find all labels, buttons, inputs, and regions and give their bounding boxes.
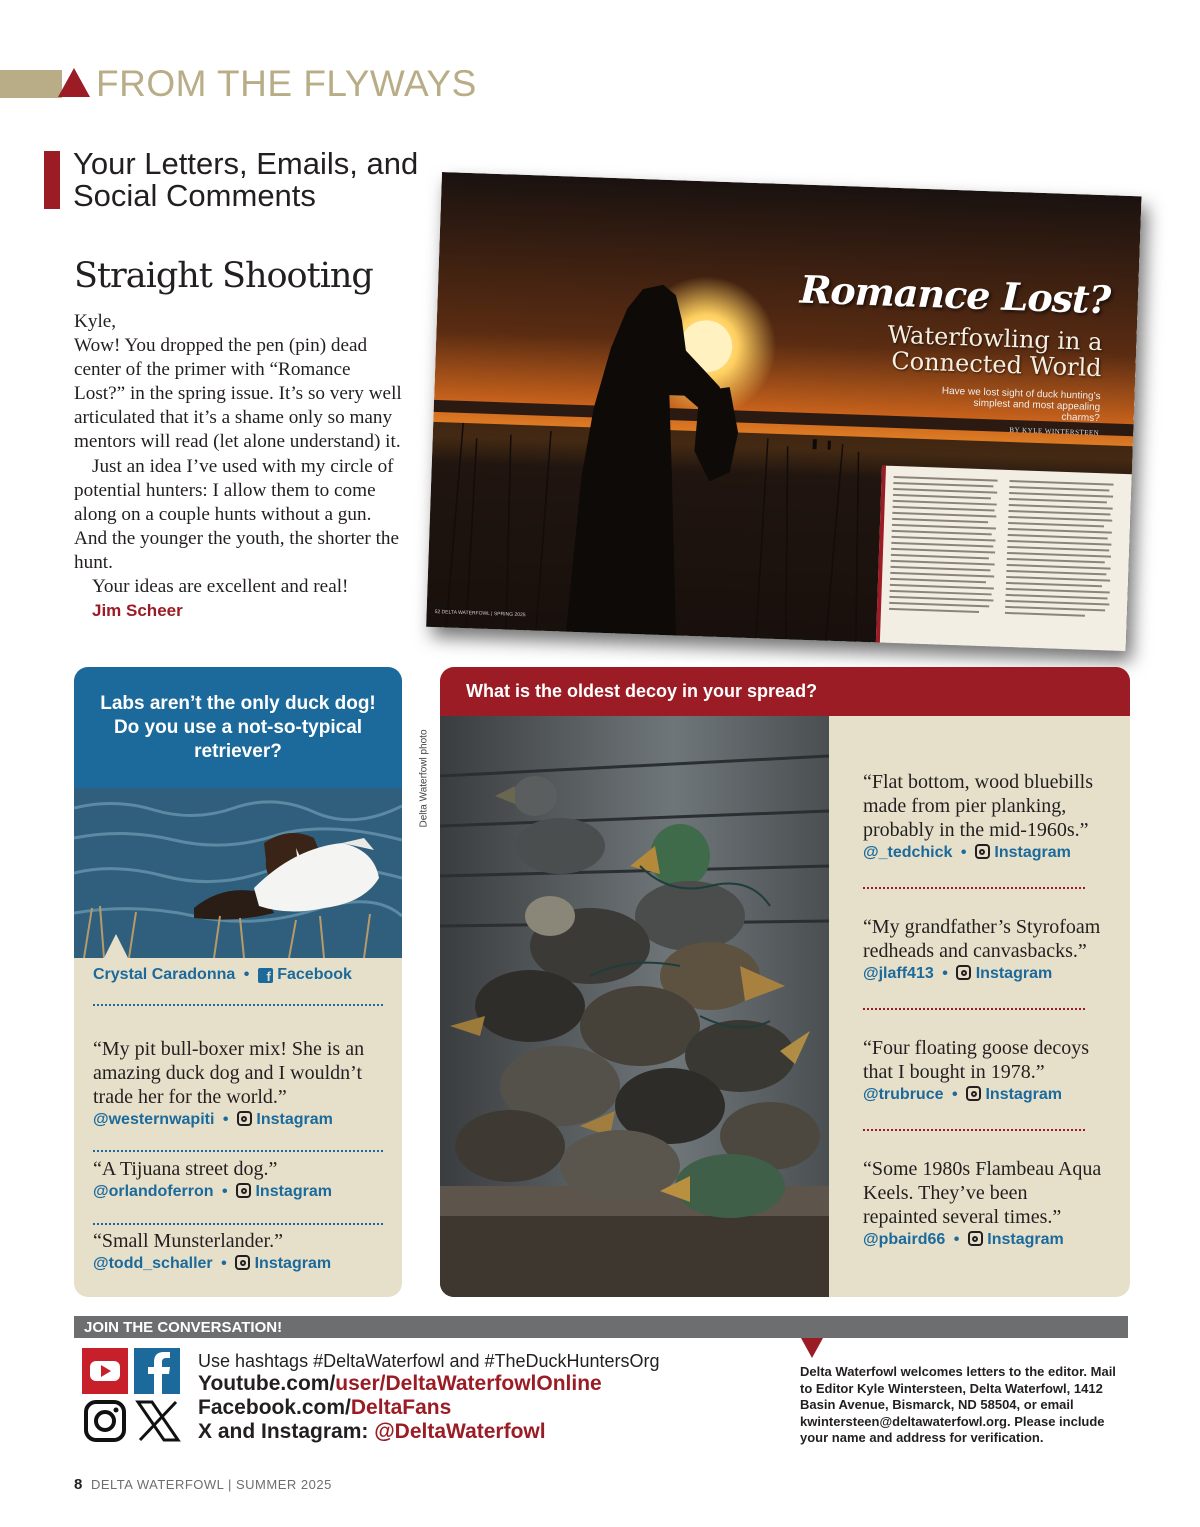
x-instagram-prefix: X and Instagram: (198, 1420, 375, 1443)
page-footer (74, 1476, 332, 1493)
bullet-separator: • (951, 1086, 958, 1103)
facebook-prefix: Facebook.com/ (198, 1396, 351, 1419)
letter-signature: Jim Scheer (92, 601, 183, 621)
letter-headline: Straight Shooting (74, 256, 373, 296)
dog-question: Labs aren’t the only duck dog! Do you use a not-so-typical retriever? (74, 667, 402, 788)
triangle-pointer-icon (801, 1338, 823, 1358)
comment-item (863, 1036, 1103, 1104)
decoy-question-panel (440, 667, 1130, 1297)
comment-quote: “A Tijuana street dog.” (93, 1158, 278, 1180)
comment-platform[interactable]: Instagram (975, 965, 1053, 982)
comment-platform[interactable]: Instagram (256, 1111, 333, 1128)
spread-title: Romance Lost? (799, 266, 1111, 323)
comment-platform[interactable]: Instagram (985, 1086, 1062, 1103)
credit-name[interactable]: Crystal Caradonna (93, 966, 236, 983)
bullet-separator: • (243, 966, 250, 983)
instagram-icon (237, 1111, 252, 1126)
comment-quote: “Small Munsterlander.” (93, 1230, 283, 1252)
comment-item (93, 1229, 389, 1273)
photo-credit-text: Delta Waterfowl photo (418, 729, 430, 828)
facebook-path: DeltaFans (350, 1396, 452, 1419)
instagram-icon (968, 1231, 983, 1246)
comment-credit (93, 1255, 389, 1273)
magazine-spread-image (426, 172, 1141, 651)
comment-credit (863, 844, 1103, 862)
spread-deck: Have we lost sight of duck hunting’s simplest and most appealing charms? (941, 385, 1101, 425)
join-conversation-bar: JOIN THE CONVERSATION! (74, 1316, 1128, 1338)
comment-credit (863, 1231, 1103, 1249)
spread-byline: BY KYLE WINTERSTEEN (1009, 425, 1100, 438)
social-icons-group (82, 1348, 182, 1444)
dotted-divider (93, 1150, 383, 1152)
bullet-separator: • (942, 965, 948, 982)
instagram-icon (975, 844, 990, 859)
comment-item (863, 1157, 1103, 1249)
dotted-divider (863, 1008, 1085, 1010)
hashtags-text: Use hashtags #DeltaWaterfowl and #TheDuckHuntersOrg (198, 1351, 660, 1371)
comment-handle[interactable]: @jlaff413 (863, 965, 934, 982)
youtube-path: user/DeltaWaterfowlOnline (335, 1372, 602, 1395)
comment-credit (863, 1086, 1103, 1104)
comment-item (93, 1157, 389, 1201)
comment-platform[interactable]: Instagram (987, 1231, 1064, 1248)
comment-platform[interactable]: Instagram (994, 844, 1071, 861)
section-triangle-icon (58, 68, 90, 97)
decoy-photo-credit (416, 720, 432, 830)
decoy-pile-photo (440, 716, 829, 1297)
dog-photo-credit (93, 966, 352, 984)
bullet-separator: • (960, 844, 967, 861)
comment-handle[interactable]: @orlandoferron (93, 1183, 214, 1200)
decoy-question: What is the oldest decoy in your spread? (440, 667, 1130, 716)
comment-handle[interactable]: @_tedchick (863, 844, 953, 861)
instagram-icon (966, 1086, 981, 1101)
letters-to-editor-note: Delta Waterfowl welcomes letters to the editor. Mail to Editor Kyle Wintersteen, Delta Waterfowl, 1412 Basin Avenue, Bismarck, ND 58504, or email kwintersteen@deltawaterfowl.org. Please include your name and address for verification. (800, 1364, 1116, 1446)
comment-handle[interactable]: @todd_schaller (93, 1255, 213, 1272)
comment-quote: “Four floating goose decoys that I bought in 1978.” (863, 1037, 1090, 1083)
letter-paragraph: Your ideas are excellent and real! (92, 576, 349, 598)
letter-paragraph: Wow! You dropped the pen (pin) dead center of the primer with “Romance Lost?” in the spring issue. It’s so very well articulated that it’s a shame only so many mentors will read (let alone understand) it. (74, 335, 402, 453)
dotted-divider (93, 1004, 383, 1006)
comment-platform[interactable]: Instagram (254, 1255, 332, 1272)
comment-handle[interactable]: @pbaird66 (863, 1231, 946, 1248)
comment-platform[interactable]: Instagram (255, 1183, 332, 1200)
spread-body-text-block (876, 466, 1132, 652)
spread-subtitle: Waterfowling in a Connected World (887, 320, 1103, 383)
department-bar (44, 151, 60, 209)
comment-handle[interactable]: @trubruce (863, 1086, 944, 1103)
dog-question-panel (74, 667, 402, 1297)
bullet-separator: • (221, 1183, 228, 1200)
letter-salutation: Kyle, (74, 311, 117, 332)
comment-quote: “My pit bull-boxer mix! She is an amazing duck dog and I wouldn’t trade her for the world.” (93, 1038, 365, 1108)
youtube-link[interactable] (198, 1372, 660, 1396)
comment-quote: “My grandfather’s Styrofoam redheads and canvasbacks.” (863, 916, 1101, 962)
comment-item (863, 915, 1103, 983)
section-title: FROM THE FLYWAYS (96, 63, 477, 104)
comment-item (863, 770, 1103, 862)
instagram-icon (236, 1183, 251, 1198)
comment-quote: “Some 1980s Flambeau Aqua Keels. They’ve been repainted several times.” (863, 1158, 1102, 1228)
youtube-prefix: Youtube.com/ (198, 1372, 336, 1395)
youtube-icon[interactable] (82, 1348, 128, 1394)
spread-folio: 52 DELTA WATERFOWL | SPRING 2025 (434, 609, 526, 619)
x-icon[interactable] (138, 1402, 178, 1440)
dotted-divider (93, 1223, 383, 1225)
instagram-icon (956, 965, 971, 980)
x-instagram-link[interactable] (198, 1420, 660, 1444)
instagram-icon[interactable] (86, 1402, 124, 1440)
facebook-icon: f (258, 968, 273, 983)
comment-credit (93, 1111, 389, 1129)
department-title: Your Letters, Emails, and Social Comments (73, 146, 419, 213)
page-number: 8 (74, 1476, 83, 1493)
bullet-separator: • (953, 1231, 960, 1248)
instagram-icon (235, 1255, 250, 1270)
section-bar (0, 70, 62, 98)
dotted-divider (863, 1129, 1085, 1131)
comment-handle[interactable]: @westernwapiti (93, 1111, 215, 1128)
bullet-separator: • (222, 1111, 229, 1128)
comment-credit (863, 965, 1103, 983)
publication-info: DELTA WATERFOWL | SUMMER 2025 (90, 1477, 332, 1492)
join-links (198, 1350, 660, 1444)
x-instagram-handle: @DeltaWaterfowl (374, 1420, 546, 1443)
dotted-divider (863, 887, 1085, 889)
facebook-link[interactable] (198, 1396, 660, 1420)
spread-text-lines (876, 466, 1132, 652)
facebook-icon[interactable] (134, 1348, 180, 1394)
letter-body (74, 310, 406, 623)
credit-platform[interactable]: Facebook (277, 966, 352, 983)
letter-paragraph: Just an idea I’ve used with my circle of potential hunters: I allow them to come along on a couple hunts without a gun. And the younger the youth, the shorter the hunt. (74, 455, 400, 573)
comment-credit (93, 1183, 389, 1201)
comment-item (93, 1037, 389, 1129)
bullet-separator: • (221, 1255, 227, 1272)
dog-retrieving-photo (74, 788, 402, 958)
comment-quote: “Flat bottom, wood bluebills made from pier planking, probably in the mid-1960s.” (863, 771, 1093, 841)
